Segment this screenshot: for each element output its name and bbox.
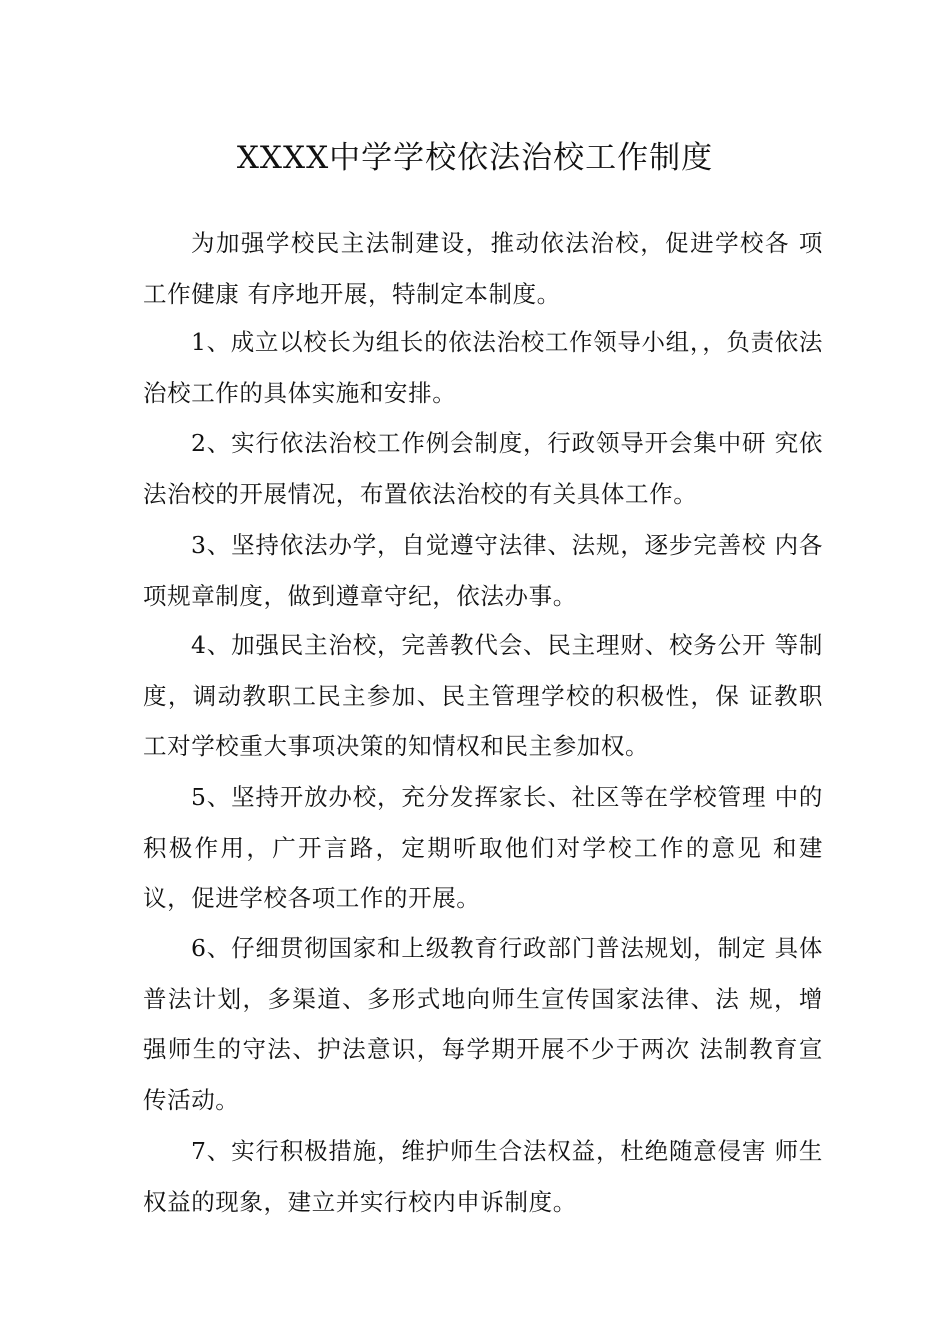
document-title: XXXX中学学校依法治校工作制度 xyxy=(236,140,714,176)
clause-5-paragraph: 5、坚持开放办校，充分发挥家长、社区等在学校管理 中的积极作用，广开言路，定期听取他们对学校工作的意见 和建议，促进学校各项工作的开展。 xyxy=(143,783,823,912)
clause-1-paragraph: 1、成立以校长为组长的依法治校工作领导小组，，负责依法治校工作的具体实施和安排。 xyxy=(143,328,823,407)
clause-4-paragraph: 4、加强民主治校，完善教代会、民主理财、校务公开 等制度，调动教职工民主参加、民主管理学校的积极性，保 证教职工对学校重大事项决策的知情权和民主参加权。 xyxy=(143,631,823,760)
clause-6-paragraph: 6、仔细贯彻国家和上级教育行政部门普法规划，制定 具体普法计划，多渠道、多形式地向师生宣传国家法律、法 规，增强师生的守法、护法意识，每学期开展不少于两次 法制教育宣传活动。 xyxy=(143,934,823,1114)
intro-paragraph: 为加强学校民主法制建设，推动依法治校，促进学校各 项工作健康 有序地开展，特制定本制度。 xyxy=(143,229,823,308)
clause-2-paragraph: 2、实行依法治校工作例会制度，行政领导开会集中研 究依法治校的开展情况，布置依法治校的有关具体工作。 xyxy=(143,429,823,508)
clause-3-paragraph: 3、坚持依法办学，自觉遵守法律、法规，逐步完善校 内各项规章制度，做到遵章守纪，依法办事。 xyxy=(143,531,823,610)
clause-7-paragraph: 7、实行积极措施，维护师生合法权益，杜绝随意侵害 师生权益的现象，建立并实行校内申诉制度。 xyxy=(143,1137,823,1216)
